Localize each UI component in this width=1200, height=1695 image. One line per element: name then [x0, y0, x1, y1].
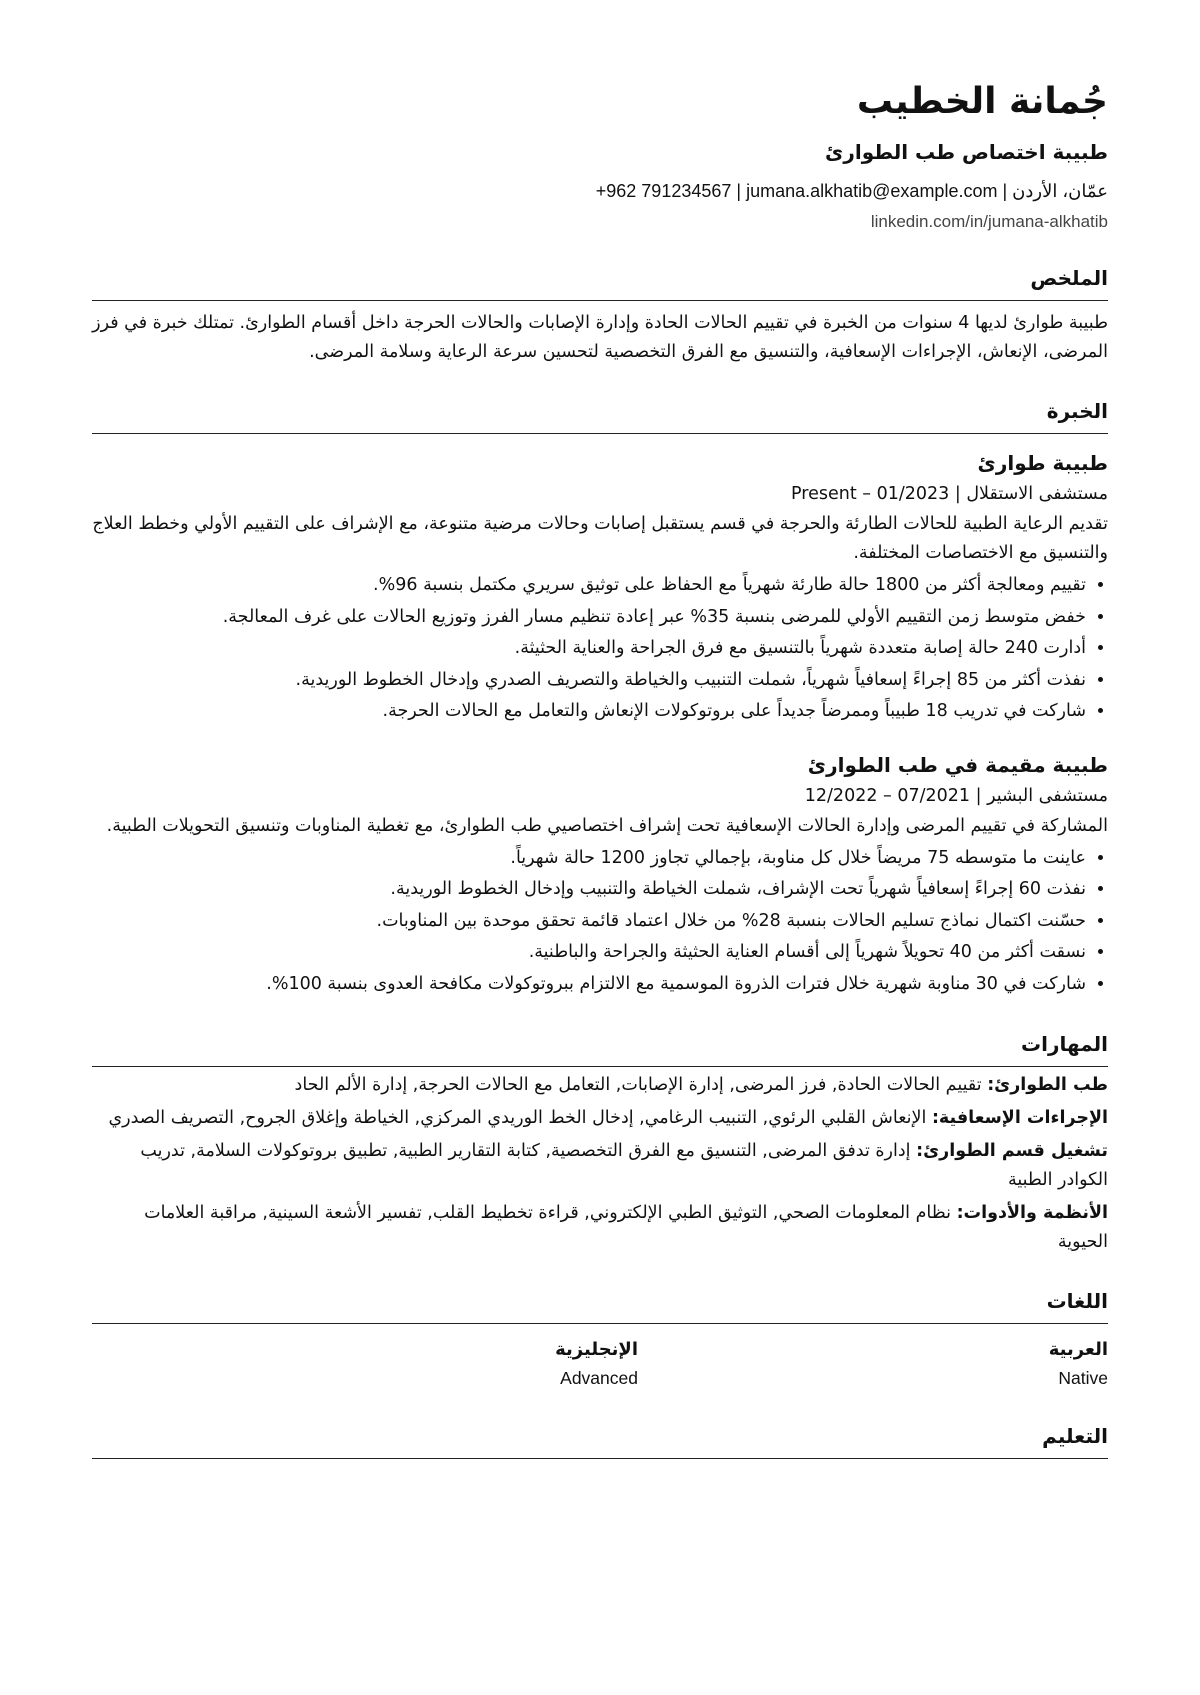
- language-item: [168, 1336, 638, 1392]
- skill-category: الإجراءات الإسعافية:: [931, 1108, 1108, 1128]
- job-bullet: • نسقت أكثر من 40 تحويلاً شهرياً إلى أقسام العناية الحثيثة والجراحة والباطنية.: [92, 937, 1086, 969]
- linkedin-link[interactable]: linkedin.com/in/jumana-alkhatib: [870, 212, 1108, 231]
- skill-row: [92, 1199, 1108, 1257]
- languages-section: [92, 1287, 1108, 1392]
- job-bullet: • تقييم ومعالجة أكثر من 1800 حالة طارئة شهرياً مع الحفاظ على توثيق سريري مكتمل بنسبة 96%.: [92, 570, 1086, 602]
- job-description: تقديم الرعاية الطبية للحالات الطارئة والحرجة في قسم يستقبل إصابات وحالات مرضية متنوعة، مع الإشراف على التقييم الأولي وخطط العلاج والتنسيق مع الاختصاصات المختلفة.: [92, 514, 1108, 563]
- language-name: العربية: [1048, 1339, 1108, 1360]
- contact-details: +962 791234567 | jumana.alkhatib@example.com | عمّان، الأردن: [595, 181, 1108, 201]
- contact-line: [92, 178, 1108, 204]
- job-entry: [92, 750, 1108, 1001]
- skill-items: إدارة تدفق المرضى, التنسيق مع الفرق التخصصية, كتابة التقارير الطبية, تطبيق بروتوكولات السلامة, تدريب الكوادر الطبية: [140, 1141, 1108, 1190]
- job-bullet: • خفض متوسط زمن التقييم الأولي للمرضى بنسبة 35% عبر إعادة تنظيم مسار الفرز وتوزيع الحالات على غرف المعالجة.: [92, 602, 1086, 634]
- summary-section: [92, 264, 1108, 367]
- job-bullet: • شاركت في تدريب 18 طبيباً وممرضاً جديداً على بروتوكولات الإنعاش والتعامل مع الحالات الحرجة.: [92, 696, 1086, 728]
- skill-category: طب الطوارئ:: [987, 1075, 1108, 1095]
- job-title: طبيبة طوارئ: [977, 451, 1108, 475]
- skills-heading: المهارات: [92, 1030, 1108, 1067]
- summary-heading: الملخص: [92, 264, 1108, 301]
- language-level: Native: [1058, 1368, 1108, 1388]
- job-bullet: • عاينت ما متوسطه 75 مريضاً خلال كل مناوبة، بإجمالي تجاوز 1200 حالة شهرياً.: [92, 843, 1086, 875]
- education-heading: التعليم: [92, 1422, 1108, 1459]
- skill-row: [92, 1137, 1108, 1195]
- job-title: طبيبة مقيمة في طب الطوارئ: [807, 752, 1108, 777]
- candidate-title: طبيبة اختصاص طب الطوارئ: [825, 140, 1108, 164]
- candidate-name: جُمانة الخطيب: [856, 81, 1108, 122]
- skill-row: [92, 1071, 1108, 1100]
- skill-items: نظام المعلومات الصحي, التوثيق الطبي الإلكتروني, قراءة تخطيط القلب, تفسير الأشعة السينية, مراقبة العلامات الحيوية: [144, 1203, 1108, 1252]
- language-level: Advanced: [560, 1368, 638, 1388]
- skills-section: [92, 1030, 1108, 1257]
- languages-heading: اللغات: [92, 1287, 1108, 1324]
- job-bullet: • نفذت أكثر من 85 إجراءً إسعافياً شهرياً، شملت التنبيب والخياطة والتصريف الصدري وإدخال الخطوط الوريدية.: [92, 665, 1086, 697]
- experience-heading: الخبرة: [92, 397, 1108, 434]
- job-bullets: [92, 570, 1108, 728]
- summary-text: طبيبة طوارئ لديها 4 سنوات من الخبرة في تقييم الحالات الحادة وإدارة الإصابات والحالات الحرجة داخل أقسام الطوارئ. تمتلك خبرة في فرز المرضى، الإنعاش، الإجراءات الإسعافية، والتنسيق مع الفرق التخصصية لتحسين سرعة الرعاية وسلامة المرضى.: [92, 313, 1108, 362]
- skill-row: [92, 1104, 1108, 1133]
- language-name: الإنجليزية: [555, 1339, 638, 1360]
- skill-category: الأنظمة والأدوات:: [956, 1203, 1108, 1223]
- job-bullet: • أدارت 240 حالة إصابة متعددة شهرياً بالتنسيق مع فرق الجراحة والعناية الحثيثة.: [92, 633, 1086, 665]
- job-entry: [92, 448, 1108, 728]
- education-section: [92, 1422, 1108, 1459]
- skill-items: تقييم الحالات الحادة, فرز المرضى, إدارة الإصابات, التعامل مع الحالات الحرجة, إدارة الألم الحاد: [294, 1075, 982, 1095]
- job-meta: مستشفى الاستقلال | 01/2023 – Present: [791, 484, 1108, 504]
- languages-list: [92, 1336, 1108, 1392]
- job-bullets: [92, 843, 1108, 1001]
- job-bullet: • حسّنت اكتمال نماذج تسليم الحالات بنسبة 28% من خلال اعتماد قائمة تحقق موحدة بين المناوبات.: [92, 906, 1086, 938]
- resume-header: [92, 78, 1108, 234]
- job-description: المشاركة في تقييم المرضى وإدارة الحالات الإسعافية تحت إشراف اختصاصيي طب الطوارئ، مع تغطية المناوبات وتنسيق التحويلات الطبية.: [106, 815, 1108, 836]
- job-bullet: • شاركت في 30 مناوبة شهرية خلال فترات الذروة الموسمية مع الالتزام ببروتوكولات مكافحة العدوى بنسبة 100%.: [92, 969, 1086, 1001]
- job-meta: مستشفى البشير | 07/2021 – 12/2022: [804, 785, 1108, 806]
- skill-items: الإنعاش القلبي الرئوي, التنبيب الرغامي, إدخال الخط الوريدي المركزي, الخياطة وإغلاق الجروح, التصريف الصدري: [108, 1108, 927, 1128]
- job-bullet: • نفذت 60 إجراءً إسعافياً شهرياً تحت الإشراف، شملت الخياطة والتنبيب وإدخال الخطوط الوريدية.: [92, 874, 1086, 906]
- experience-section: [92, 397, 1108, 1000]
- skill-category: تشغيل قسم الطوارئ:: [916, 1141, 1108, 1161]
- language-item: [638, 1336, 1108, 1392]
